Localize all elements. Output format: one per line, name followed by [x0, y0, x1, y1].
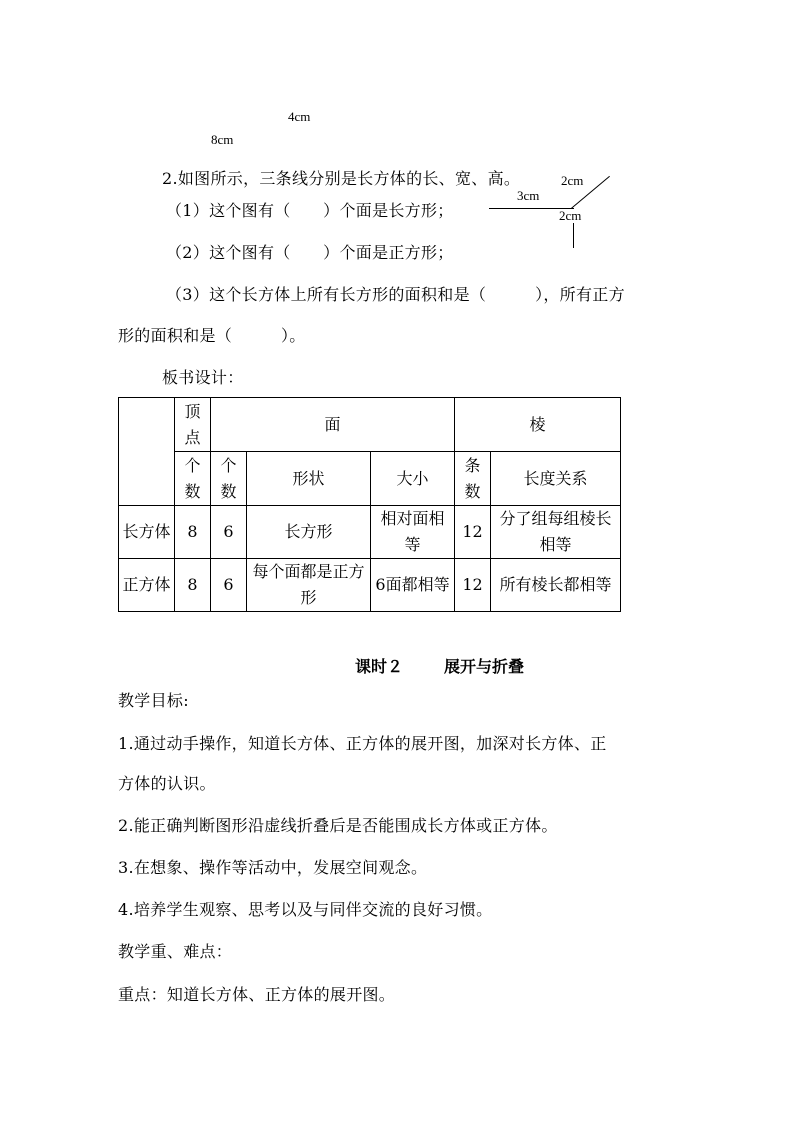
row-name: 长方体 — [119, 506, 175, 559]
board-design-table — [118, 397, 621, 612]
row-size: 6面都相等 — [371, 559, 455, 612]
subheader-face-count: 个数 — [211, 452, 247, 506]
row-faces: 6 — [211, 559, 247, 612]
header-vertex: 顶点 — [175, 398, 211, 452]
corner-cell — [119, 398, 175, 506]
question-2-sub2: （2）这个图有（ ）个面是正方形； — [166, 243, 454, 262]
goal-1-line1: 1.通过动手操作，知道长方体、正方体的展开图，加深对长方体、正 — [118, 734, 607, 753]
goal-2: 2.能正确判断图形沿虚线折叠后是否能围成长方体或正方体。 — [118, 816, 558, 835]
question-2-sub3-line2: 形的面积和是（ ）。 — [118, 326, 306, 345]
question-2-sub1: （1）这个图有（ ）个面是长方形； — [166, 201, 454, 220]
subheader-vertex-count: 个数 — [175, 452, 211, 506]
subheader-shape: 形状 — [247, 452, 371, 506]
row-name: 正方体 — [119, 559, 175, 612]
table-row — [119, 506, 621, 559]
row-edges: 12 — [455, 559, 491, 612]
row-shape: 每个面都是正方形 — [247, 559, 371, 612]
question-2-intro: 2.如图所示，三条线分别是长方体的长、宽、高。 — [162, 169, 521, 188]
header-face: 面 — [211, 398, 455, 452]
row-relation: 所有棱长都相等 — [491, 559, 621, 612]
dimension-label-4cm: 4cm — [288, 109, 311, 124]
table-header-row — [119, 398, 621, 452]
dimension-label-8cm: 8cm — [211, 132, 234, 147]
goals-heading: 教学目标: — [118, 691, 189, 710]
row-vertices: 8 — [175, 559, 211, 612]
board-design-heading: 板书设计： — [162, 368, 244, 387]
keypoint: 重点：知道长方体、正方体的展开图。 — [118, 985, 396, 1004]
header-edge: 棱 — [455, 398, 621, 452]
subheader-edge-count: 条数 — [455, 452, 491, 506]
goal-1-line2: 方体的认识。 — [118, 774, 216, 793]
row-edges: 12 — [455, 506, 491, 559]
table-subheader-row — [119, 452, 621, 506]
table-row — [119, 559, 621, 612]
dimension-label-length: 3cm — [517, 188, 540, 203]
lesson-title-name: 展开与折叠 — [444, 657, 525, 676]
subheader-size: 大小 — [371, 452, 455, 506]
question-2-sub3-line1: （3）这个长方体上所有长方形的面积和是（ ），所有正方 — [166, 285, 625, 304]
goal-3: 3.在想象、操作等活动中，发展空间观念。 — [118, 858, 428, 877]
row-relation: 分了组每组棱长相等 — [491, 506, 621, 559]
lesson-title-number: 课时２ — [355, 657, 404, 676]
row-faces: 6 — [211, 506, 247, 559]
goal-4: 4.培养学生观察、思考以及与同伴交流的良好习惯。 — [118, 900, 493, 919]
subheader-length-relation: 长度关系 — [491, 452, 621, 506]
dimension-label-height: 2cm — [559, 208, 582, 223]
dimension-label-width: 2cm — [561, 173, 584, 188]
row-size: 相对面相等 — [371, 506, 455, 559]
row-vertices: 8 — [175, 506, 211, 559]
row-shape: 长方形 — [247, 506, 371, 559]
keypoints-heading: 教学重、难点： — [118, 942, 233, 961]
